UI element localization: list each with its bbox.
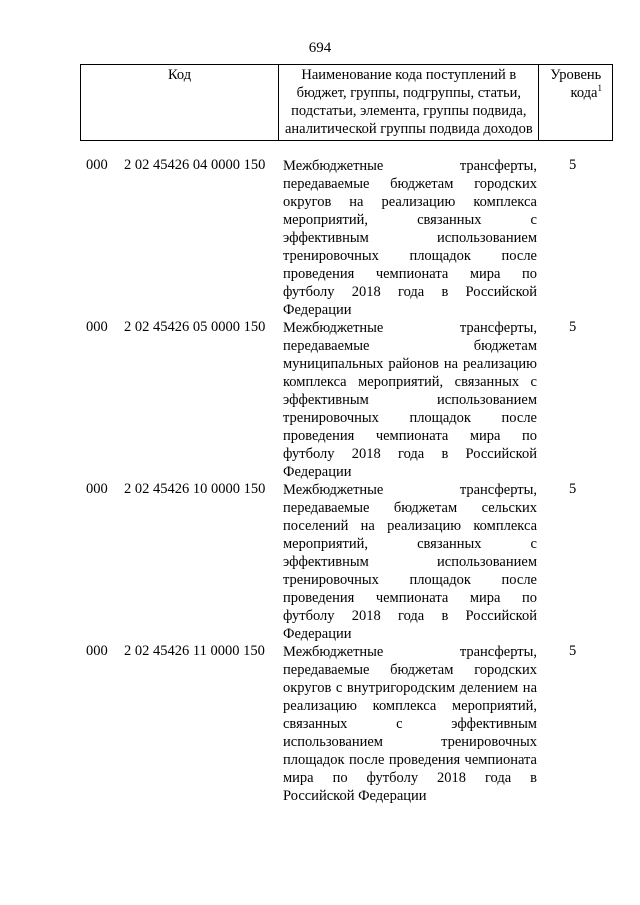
footnote-marker: 1 [597,83,602,94]
admin-code: 000 [86,157,108,173]
header-level: Уровень кода$^1$ [539,65,613,141]
revenue-code: 2 02 45426 10 0000 150 [124,481,266,497]
revenue-description: Межбюджетные трансферты, передаваемые бюджетам муниципальных районов на реализацию комплекса мероприятий, связанных с эффективным использованием тренировочных площадок после проведения чемпионата мира по футболу 2018 года в Российской Федерации [283,320,537,480]
level-value: 5 [569,643,577,659]
revenue-description: Межбюджетные трансферты, передаваемые бюджетам городских округов с внутригородским делением на реализацию комплекса мероприятий, связанных с эффективным использованием тренировочных площадок после проведения чемпионата мира по футболу 2018 года в Российской Федерации [283,644,537,804]
level-value: 5 [569,157,577,173]
table-row [0,481,640,643]
level-value: 5 [569,319,577,335]
revenue-code: 2 02 45426 05 0000 150 [124,319,266,335]
admin-code: 000 [86,319,108,335]
table-row [0,319,640,481]
admin-code: 000 [86,481,108,497]
header-code: Код [81,65,279,141]
level-value: 5 [569,481,577,497]
page-number: 694 [308,40,332,56]
revenue-code: 2 02 45426 11 0000 150 [124,643,265,659]
table-row [0,157,640,319]
revenue-code: 2 02 45426 04 0000 150 [124,157,266,173]
header-name: Наименование кода поступлений в бюджет, группы, подгруппы, статьи, подстатьи, элемента, группы подвида, аналитической группы подвида доходов [279,65,539,141]
table-body [0,157,640,805]
revenue-description: Межбюджетные трансферты, передаваемые бюджетам сельских поселений на реализацию комплекса мероприятий, связанных с эффективным использованием тренировочных площадок после проведения чемпионата мира по футболу 2018 года в Российской Федерации [283,482,537,642]
revenue-description: Межбюджетные трансферты, передаваемые бюджетам городских округов на реализацию комплекса мероприятий, связанных с эффективным использованием тренировочных площадок после проведения чемпионата мира по футболу 2018 года в Российской Федерации [283,158,537,318]
admin-code: 000 [86,643,108,659]
table-row [0,643,640,805]
table-header [80,64,613,141]
